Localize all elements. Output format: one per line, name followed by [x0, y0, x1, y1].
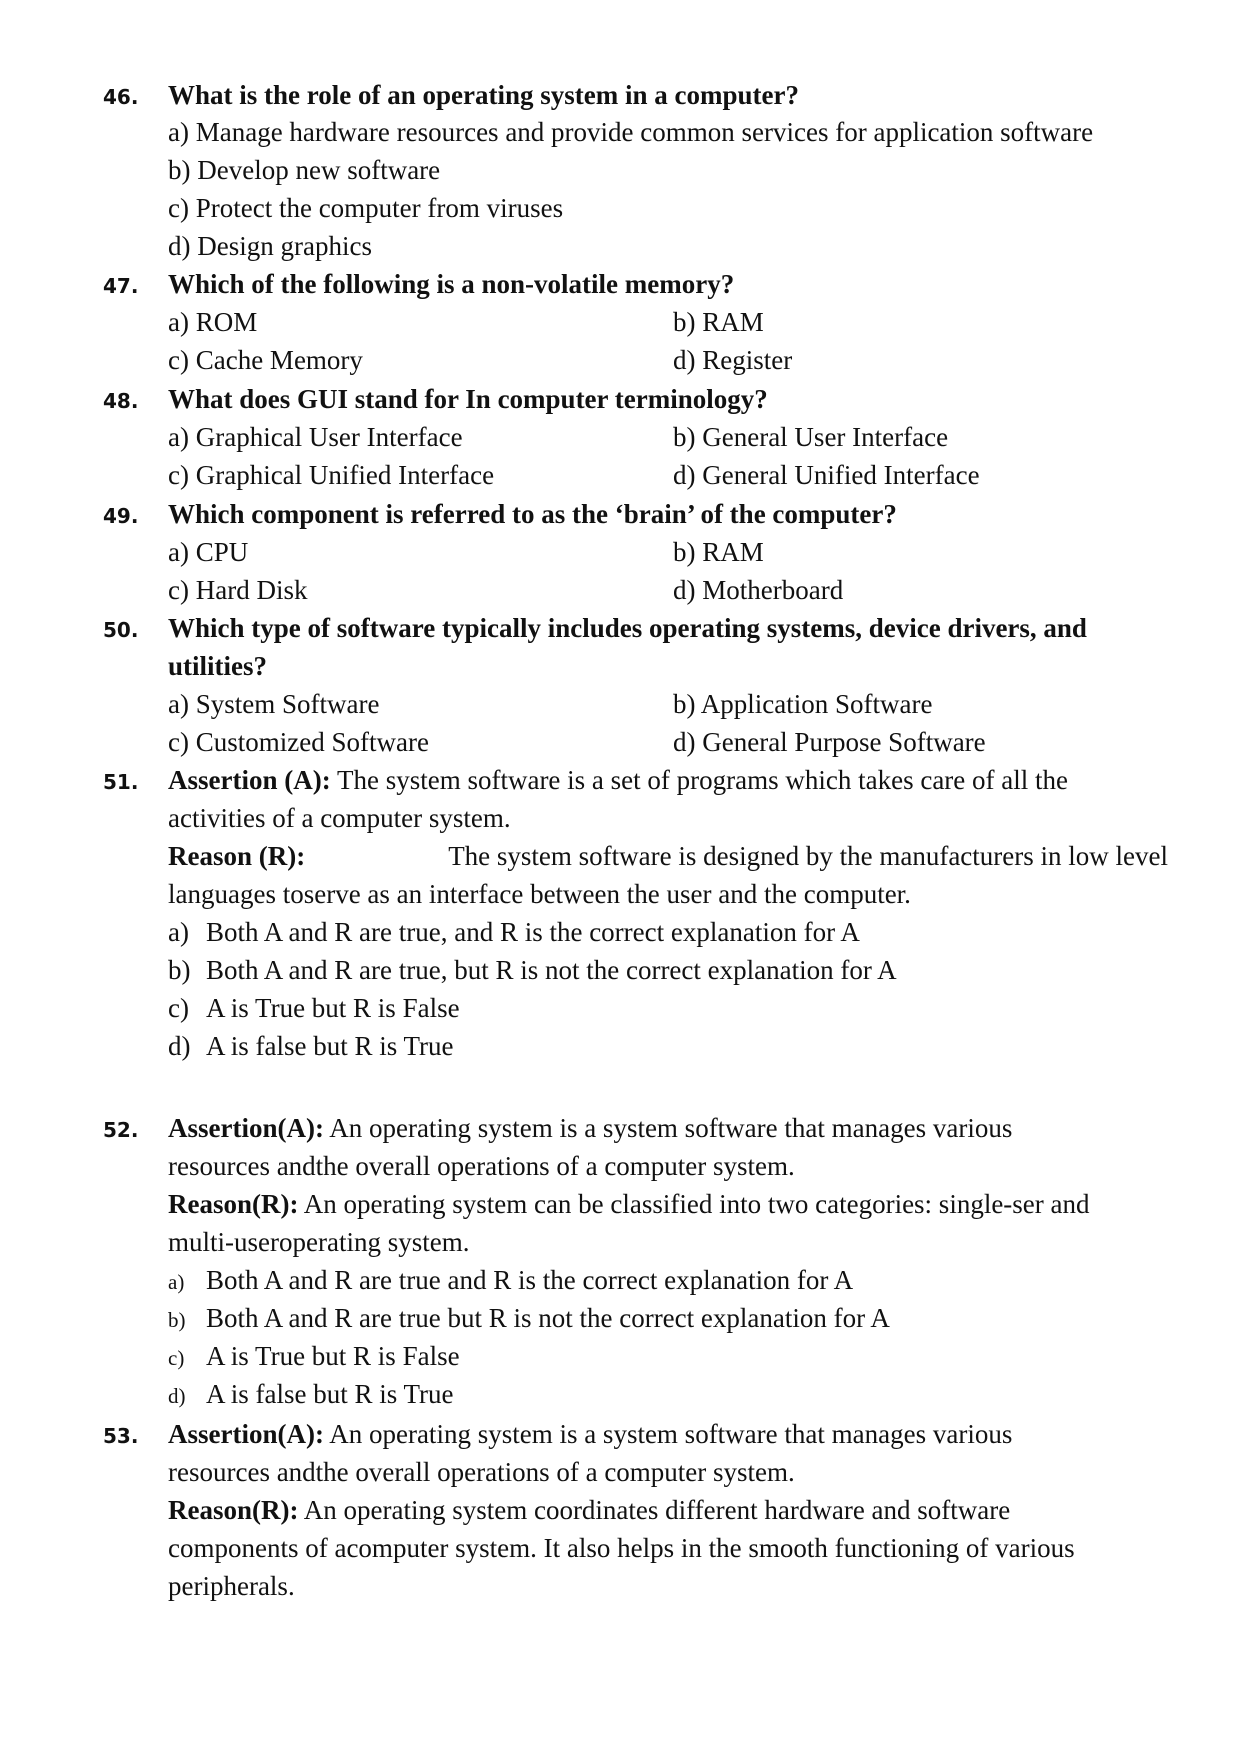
option-b: b) General User Interface	[673, 422, 949, 452]
option-b	[168, 952, 897, 988]
option-a: a) System Software	[168, 689, 380, 719]
assertion-line-1	[168, 1110, 1012, 1146]
reason-line-3: peripherals.	[168, 1571, 295, 1601]
assertion-text: An operating system is a system software that manages various	[323, 1113, 1013, 1143]
question-number: 50.	[103, 618, 139, 642]
reason-line-1	[168, 1186, 1090, 1222]
assertion-line-1	[168, 762, 1068, 798]
option-a: a) ROM	[168, 307, 258, 337]
option-c	[168, 1338, 460, 1376]
option-d	[168, 1028, 454, 1064]
option-label: b)	[168, 1308, 186, 1332]
option-label: a)	[168, 917, 189, 947]
reason-label: Reason(R):	[168, 1495, 299, 1525]
option-c: c) Hard Disk	[168, 575, 308, 605]
reason-label: Reason(R):	[168, 1189, 299, 1219]
option-label: b)	[168, 955, 191, 985]
question-number: 53.	[103, 1424, 139, 1448]
assertion-label: Assertion(A):	[168, 1419, 324, 1449]
reason-text: An operating system can be classified into two categories: single-ser and	[298, 1189, 1090, 1219]
reason-label: Reason (R):	[168, 841, 306, 871]
option-d: d) Register	[673, 345, 793, 375]
option-d: d) General Purpose Software	[673, 727, 986, 757]
question-text: Which component is referred to as the ‘brain’ of the computer?	[168, 499, 897, 529]
option-label: c)	[168, 993, 189, 1023]
option-text: A is false but R is True	[206, 1379, 454, 1409]
assertion-label: Assertion(A):	[168, 1113, 324, 1143]
assertion-line-2: activities of a computer system.	[168, 803, 511, 833]
question-text: What does GUI stand for In computer terminology?	[168, 384, 768, 414]
option-b: b) Develop new software	[168, 155, 441, 185]
option-label: c)	[168, 1346, 185, 1370]
question-number: 52.	[103, 1118, 139, 1142]
option-b	[168, 1300, 890, 1338]
option-b: b) RAM	[673, 307, 764, 337]
reason-line-1	[168, 1492, 1010, 1528]
option-text: Both A and R are true and R is the correct explanation for A	[206, 1265, 854, 1295]
option-text: Both A and R are true but R is not the correct explanation for A	[206, 1303, 890, 1333]
question-number: 48.	[103, 389, 139, 413]
reason-line-2: components of acomputer system. It also helps in the smooth functioning of various	[168, 1533, 1075, 1563]
option-c: c) Cache Memory	[168, 345, 363, 375]
question-number: 46.	[103, 85, 139, 109]
option-c: c) Graphical Unified Interface	[168, 460, 495, 490]
question-number: 49.	[103, 504, 139, 528]
question-text: What is the role of an operating system in a computer?	[168, 80, 799, 110]
option-b: b) Application Software	[673, 689, 933, 719]
option-text: A is True but R is False	[206, 1341, 460, 1371]
option-c: c) Protect the computer from viruses	[168, 193, 564, 223]
reason-text: An operating system coordinates different hardware and software	[298, 1495, 1011, 1525]
option-label: a)	[168, 1270, 185, 1294]
option-a: a) Graphical User Interface	[168, 422, 463, 452]
option-text: Both A and R are true, and R is the correct explanation for A	[206, 917, 860, 947]
assertion-label: Assertion (A):	[168, 765, 331, 795]
option-d	[168, 1376, 454, 1414]
option-a	[168, 1262, 853, 1300]
question-number: 51.	[103, 770, 139, 794]
option-label: d)	[168, 1031, 191, 1061]
option-c: c) Customized Software	[168, 727, 429, 757]
question-text-line-1: Which type of software typically includes operating systems, device drivers, and	[168, 613, 1087, 643]
option-text: A is True but R is False	[206, 993, 460, 1023]
assertion-text: The system software is a set of programs which takes care of all the	[330, 765, 1068, 795]
option-a	[168, 914, 860, 950]
reason-line-2: languages toserve as an interface between the user and the computer.	[168, 879, 911, 909]
question-number: 47.	[103, 274, 139, 298]
option-d: d) General Unified Interface	[673, 460, 980, 490]
option-label: d)	[168, 1384, 186, 1408]
reason-line-2: multi-useroperating system.	[168, 1227, 470, 1257]
question-text: Which of the following is a non-volatile memory?	[168, 269, 735, 299]
assertion-line-2: resources andthe overall operations of a computer system.	[168, 1457, 795, 1487]
assertion-line-2: resources andthe overall operations of a computer system.	[168, 1151, 795, 1181]
option-text: Both A and R are true, but R is not the correct explanation for A	[206, 955, 897, 985]
question-text-line-2: utilities?	[168, 651, 267, 681]
option-d: d) Motherboard	[673, 575, 844, 605]
assertion-line-1	[168, 1416, 1012, 1452]
option-a: a) CPU	[168, 537, 249, 567]
reason-line-1	[168, 838, 1168, 874]
option-b: b) RAM	[673, 537, 764, 567]
assertion-text: An operating system is a system software that manages various	[323, 1419, 1013, 1449]
option-d: d) Design graphics	[168, 231, 372, 261]
option-a: a) Manage hardware resources and provide common services for application software	[168, 117, 1094, 147]
option-text: A is false but R is True	[206, 1031, 454, 1061]
option-c	[168, 990, 460, 1026]
reason-text: The system software is designed by the manufacturers in low level	[448, 841, 1168, 871]
